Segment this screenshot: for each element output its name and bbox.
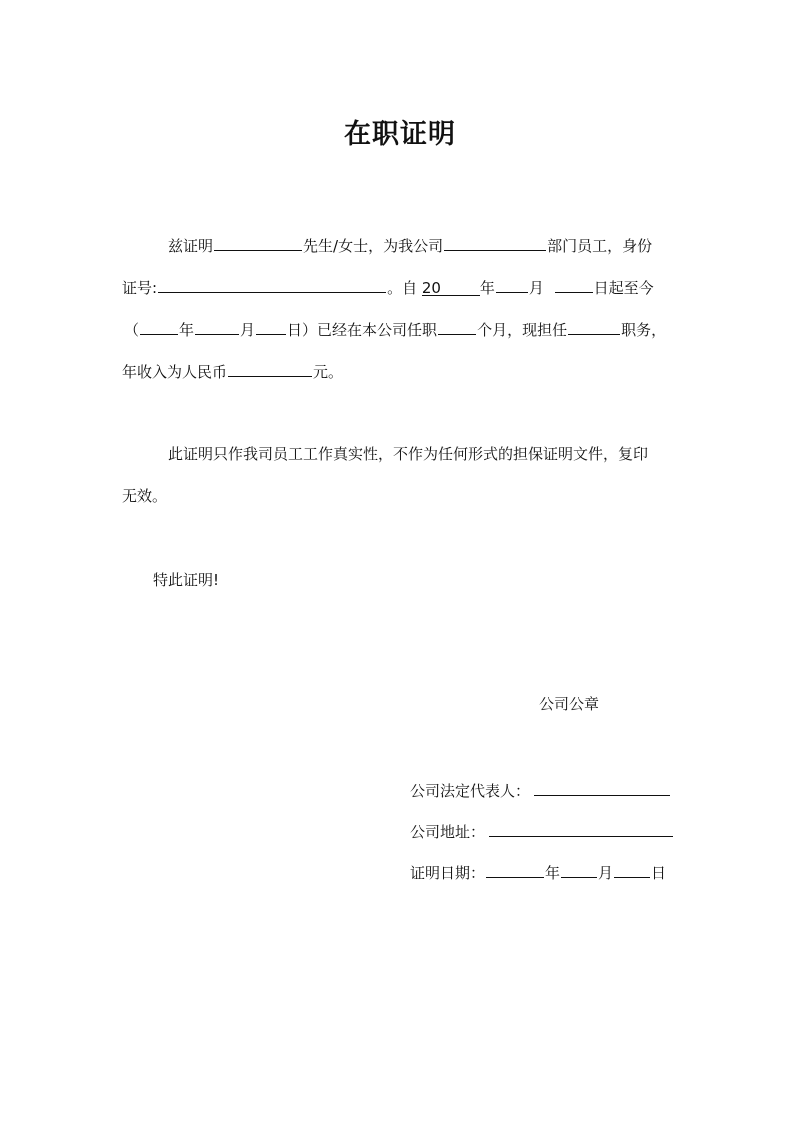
start-year-blank[interactable]: 20 bbox=[422, 278, 480, 296]
end-month-blank[interactable] bbox=[195, 319, 239, 335]
tenure-months-blank[interactable] bbox=[438, 319, 476, 335]
legal-rep-line: 公司法定代表人： bbox=[410, 780, 671, 801]
company-seal-label: 公司公章 bbox=[539, 695, 600, 713]
income-blank[interactable] bbox=[228, 361, 312, 377]
end-day-blank[interactable] bbox=[256, 319, 286, 335]
para1-line2: 证号: 。自 20 年 月 日起至今 bbox=[122, 279, 654, 297]
address-line: 公司地址： bbox=[410, 821, 674, 842]
start-day-blank[interactable] bbox=[555, 277, 593, 293]
cert-year-blank[interactable] bbox=[486, 862, 544, 878]
department-blank[interactable] bbox=[444, 235, 546, 251]
address-blank[interactable] bbox=[489, 821, 673, 837]
para1-line4: 年收入为人民币 元。 bbox=[122, 363, 344, 381]
cert-day-blank[interactable] bbox=[614, 862, 650, 878]
para1-line3: （ 年 月 日）已经在本公司任职 个月，现担任 职务， bbox=[124, 321, 667, 339]
end-year-blank[interactable] bbox=[140, 319, 178, 335]
document-title: 在职证明 bbox=[344, 119, 456, 150]
name-blank[interactable] bbox=[214, 235, 302, 251]
para2-line1: 此证明只作我司员工工作真实性，不作为任何形式的担保证明文件，复印 bbox=[168, 445, 649, 463]
id-number-blank[interactable] bbox=[158, 277, 386, 293]
position-blank[interactable] bbox=[568, 319, 620, 335]
legal-rep-blank[interactable] bbox=[534, 780, 670, 796]
start-month-blank[interactable] bbox=[496, 277, 528, 293]
cert-month-blank[interactable] bbox=[561, 862, 597, 878]
closing-text: 特此证明! bbox=[153, 571, 220, 589]
cert-date-line: 证明日期： 年 月 日 bbox=[410, 864, 667, 882]
para2-line2: 无效。 bbox=[122, 487, 168, 505]
para1-line1: 兹证明 先生/女士，为我公司 部门员工，身份 bbox=[168, 237, 653, 255]
